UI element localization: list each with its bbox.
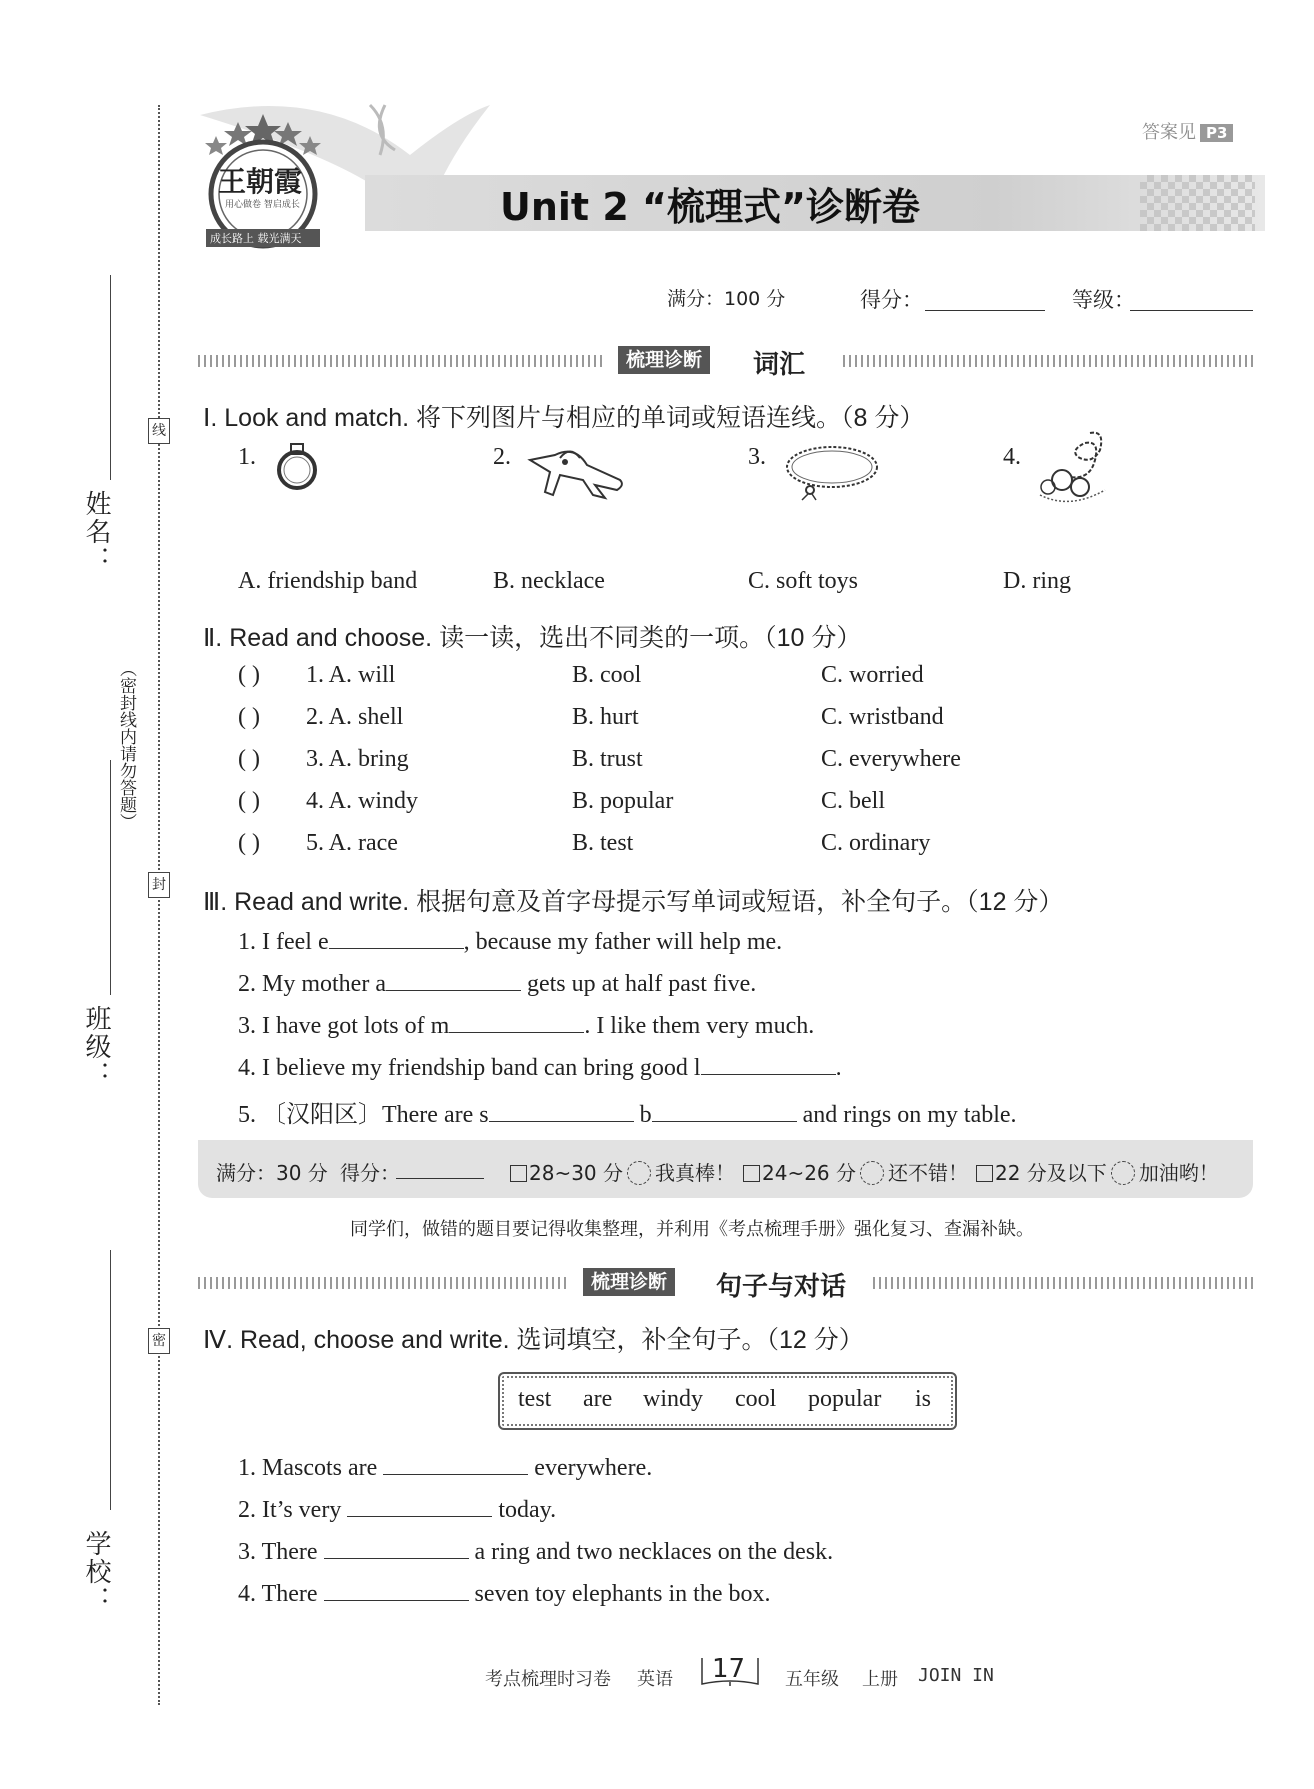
ring-icon[interactable] (272, 440, 322, 495)
q3-sentence-2: 2. My mother a gets up at half past five. (238, 968, 756, 998)
word-bank-item: popular (808, 1386, 882, 1412)
section-tag: 梳理诊断 (583, 1268, 675, 1296)
summary-tier-1: 28~30 分 我真棒！ (510, 1157, 735, 1186)
q3-sentence-3: 3. I have got lots of m . I like them very much. (238, 1010, 814, 1040)
logo-text: 王朝霞 (218, 165, 303, 198)
school-label: 学校： (81, 1530, 111, 1614)
footer-grade: 五年级 (785, 1669, 839, 1690)
checkbox-icon[interactable] (510, 1165, 527, 1182)
summary-score-label: 得分： (340, 1161, 400, 1185)
answer-paren[interactable]: ( ) (238, 704, 260, 730)
section-header-sentence (198, 1268, 1253, 1302)
soft-toy-icon[interactable] (525, 440, 630, 505)
logo-sub: 用心做卷 智启成长 (225, 200, 300, 210)
smiley-icon (627, 1161, 651, 1185)
class-label: 班级： (81, 1005, 111, 1089)
checkbox-icon[interactable] (743, 1165, 760, 1182)
option-c: C. ordinary (821, 830, 931, 856)
blank-field[interactable] (329, 926, 464, 949)
section-stripe-right (873, 1277, 1253, 1289)
option-a: 4. A. windy (306, 788, 419, 814)
footer-subject: 英语 (637, 1669, 673, 1690)
option-b: B. trust (572, 746, 643, 772)
seal-mark-seal: 封 (148, 872, 170, 898)
option-a: 1. A. will (306, 662, 396, 688)
page-title: Unit 2 “梳理式”诊断卷 (500, 185, 920, 229)
name-label: 姓名： (81, 490, 111, 574)
option-a: 3. A. bring (306, 746, 409, 772)
section-stripe-left (198, 1277, 570, 1289)
logo-motto: 成长路上 载光满天 (210, 232, 302, 245)
checkbox-icon[interactable] (976, 1165, 993, 1182)
q1-number-1: 1. (238, 444, 256, 470)
section-stripe-left (198, 355, 603, 367)
score-label: 得分： (860, 288, 923, 312)
grade-field[interactable] (1130, 310, 1253, 311)
q4-sentence-1: 1. Mascots are everywhere. (238, 1452, 652, 1482)
word-bank-item: is (915, 1386, 932, 1412)
blank-field[interactable] (652, 1099, 797, 1122)
blank-field[interactable] (383, 1452, 528, 1475)
binding-dotted-line (158, 105, 160, 1705)
q1-number-2: 2. (493, 444, 511, 470)
summary-full: 满分：30 分 (216, 1161, 328, 1185)
word-bank-item: test (518, 1386, 552, 1412)
option-b: B. popular (572, 788, 674, 814)
section-name: 词汇 (753, 350, 806, 380)
name-field[interactable] (110, 275, 111, 480)
q4-sentence-3: 3. There a ring and two necklaces on the desk. (238, 1536, 833, 1566)
grade-label: 等级： (1072, 288, 1135, 312)
q2-heading: Ⅱ. Read and choose. 读一读，选出不同类的一项。（10 分） (203, 624, 862, 652)
answer-page: P3 (1200, 124, 1233, 142)
option-b: B. hurt (572, 704, 639, 730)
word-bank-item: are (583, 1386, 613, 1412)
answer-paren[interactable]: ( ) (238, 788, 260, 814)
option-c: C. wristband (821, 704, 944, 730)
option-b: B. test (572, 830, 634, 856)
q1-number-3: 3. (748, 444, 766, 470)
page-number: 17 (712, 1654, 746, 1684)
summary-score-field[interactable] (396, 1178, 484, 1179)
word-bank-item: windy (643, 1386, 703, 1412)
score-field[interactable] (925, 310, 1045, 311)
smiley-icon (860, 1161, 884, 1185)
option-b: B. cool (572, 662, 642, 688)
q1-number-4: 4. (1003, 444, 1021, 470)
answer-paren[interactable]: ( ) (238, 662, 260, 688)
blank-field[interactable] (324, 1578, 469, 1601)
q1-option-b: B. necklace (493, 568, 605, 594)
footer-volume: 上册 (862, 1669, 898, 1690)
q1-option-c: C. soft toys (748, 568, 859, 594)
word-bank-box (498, 1372, 957, 1430)
option-c: C. bell (821, 788, 885, 814)
q3-sentence-1: 1. I feel e , because my father will help me. (238, 926, 782, 956)
summary-tier-2: 24~26 分 还不错！ (743, 1157, 968, 1186)
q3-heading: Ⅲ. Read and write. 根据句意及首字母提示写单词或短语，补全句子。（12 分） (203, 888, 1064, 916)
school-field[interactable] (110, 1250, 111, 1510)
q1-heading: Ⅰ. Look and match. 将下列图片与相应的单词或短语连线。（8 分） (203, 404, 925, 432)
score-summary-box (198, 1140, 1253, 1198)
blank-field[interactable] (347, 1494, 492, 1517)
seal-mark-secret: 密 (148, 1328, 170, 1354)
q4-sentence-4: 4. There seven toy elephants in the box. (238, 1578, 770, 1608)
answer-paren[interactable]: ( ) (238, 830, 260, 856)
q4-heading: Ⅳ. Read, choose and write. 选词填空，补全句子。（12 分） (203, 1326, 864, 1354)
q3-sentence-5: 5. 〔汉阳区〕There are s b and rings on my table. (238, 1094, 1017, 1129)
q1-option-a: A. friendship band (238, 568, 418, 594)
q3-sentence-4: 4. I believe my friendship band can bring good l . (238, 1052, 842, 1082)
option-c: C. everywhere (821, 746, 961, 772)
review-note: 同学们，做错的题目要记得收集整理，并利用《考点梳理手册》强化复习、查漏补缺。 (350, 1219, 1034, 1240)
blank-field[interactable] (324, 1536, 469, 1559)
friendship-band-icon[interactable] (1030, 425, 1120, 510)
full-score: 满分：100 分 (667, 288, 786, 310)
blank-field[interactable] (489, 1099, 634, 1122)
necklace-icon[interactable] (780, 442, 885, 502)
answer-key-ref: 答案见 P3 (1142, 118, 1233, 144)
option-a: 2. A. shell (306, 704, 404, 730)
seal-mark-line: 线 (148, 418, 170, 444)
smiley-icon (1111, 1161, 1135, 1185)
q1-option-d: D. ring (1003, 568, 1071, 594)
option-a: 5. A. race (306, 830, 398, 856)
seal-notice: （密封线内请勿答题） (116, 660, 136, 830)
summary-tier-3: 22 分及以下 加油哟！ (976, 1157, 1219, 1186)
class-field[interactable] (110, 760, 111, 995)
section-header-vocab (198, 346, 1253, 380)
q4-sentence-2: 2. It’s very today. (238, 1494, 556, 1524)
word-bank-item: cool (735, 1386, 777, 1412)
footer-edition: JOIN IN (918, 1665, 994, 1686)
blank-field[interactable] (449, 1010, 584, 1033)
answer-paren[interactable]: ( ) (238, 746, 260, 772)
option-c: C. worried (821, 662, 924, 688)
footer-series: 考点梳理时习卷 (485, 1669, 611, 1690)
title-checker-pattern (1140, 175, 1255, 231)
section-stripe-right (843, 355, 1253, 367)
blank-field[interactable] (386, 968, 521, 991)
section-name: 句子与对话 (716, 1272, 847, 1302)
blank-field[interactable] (701, 1052, 836, 1075)
section-tag: 梳理诊断 (618, 346, 710, 374)
